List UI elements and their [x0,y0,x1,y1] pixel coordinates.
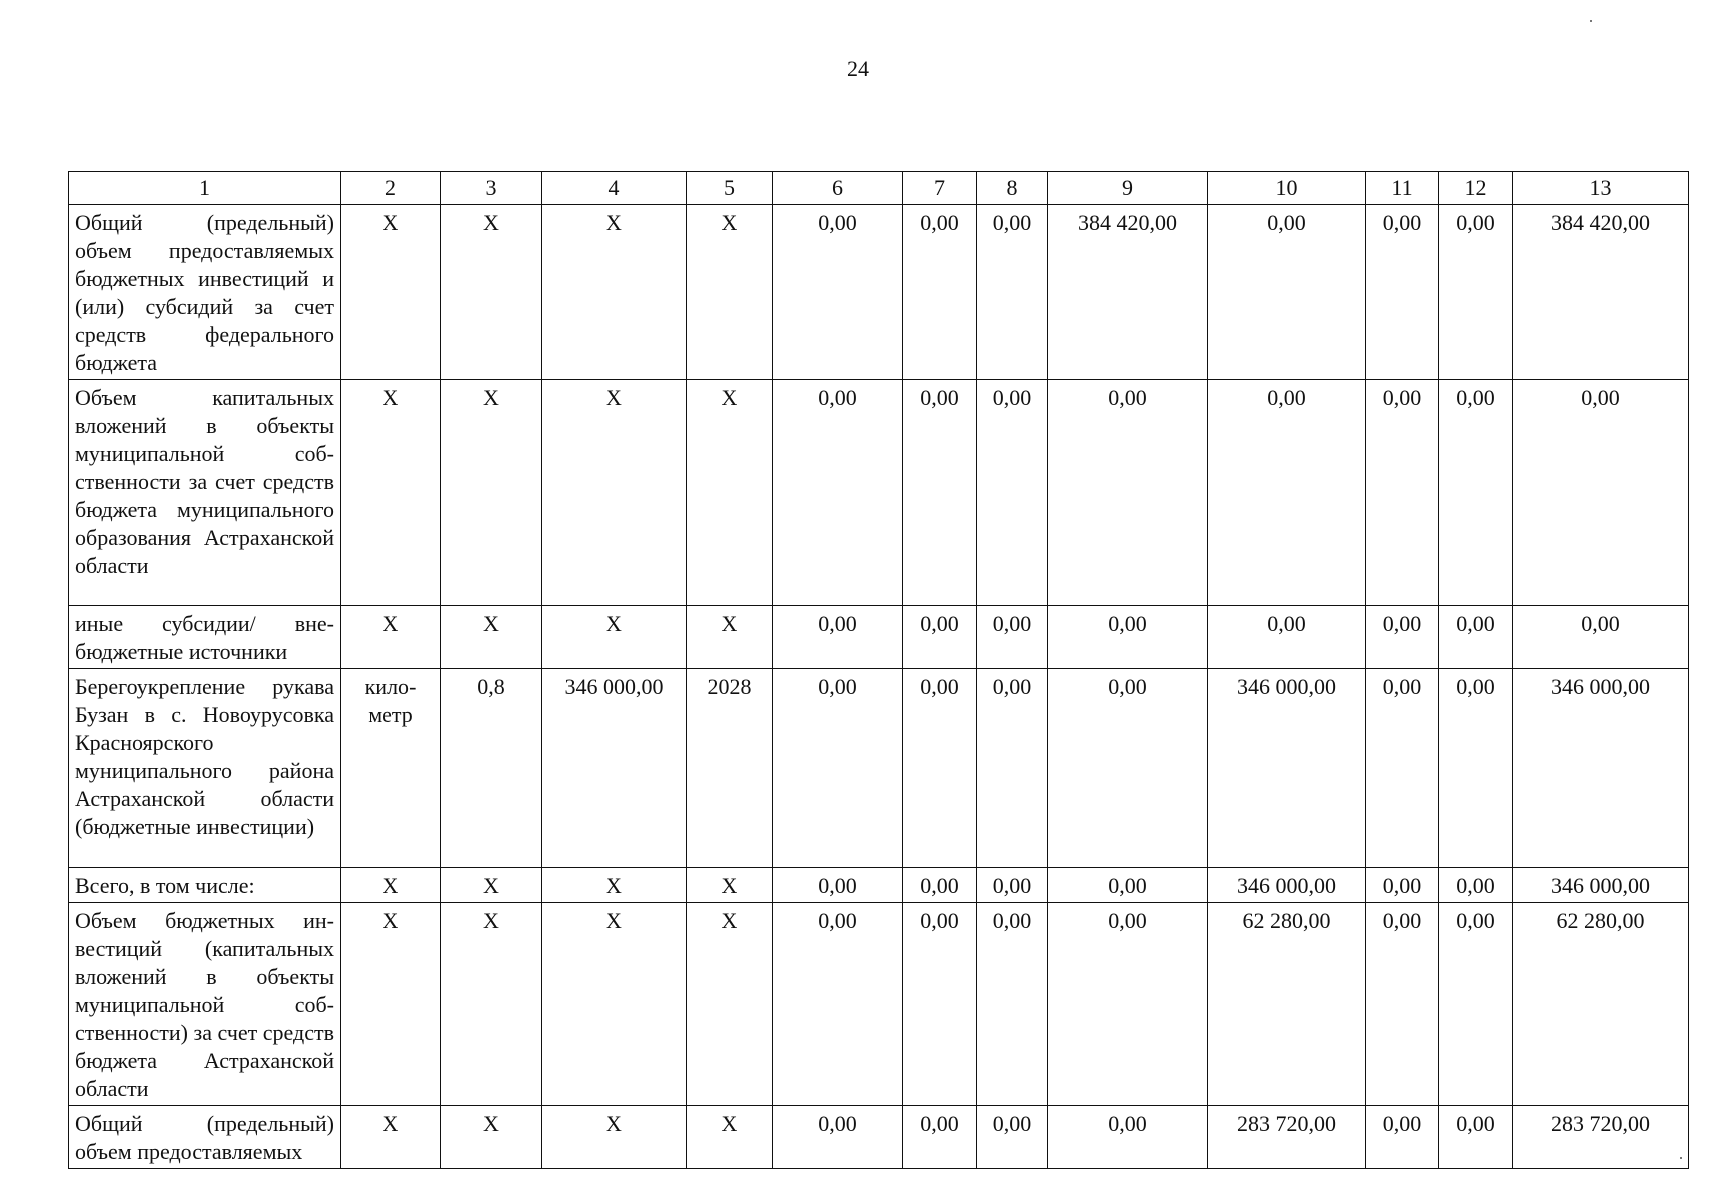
table-cell: 0,00 [1048,606,1208,669]
table-cell: 0,00 [977,669,1048,868]
table-cell: X [341,606,441,669]
table-cell: 0,00 [1439,205,1513,380]
table-cell: X [441,868,542,903]
column-header: 9 [1048,172,1208,205]
table-cell: X [687,903,773,1106]
row-name-cell: Общий (предельный) объем предоставляемых [69,1106,341,1169]
table-cell: X [341,205,441,380]
table-cell: 0,8 [441,669,542,868]
table-cell: 0,00 [1366,868,1439,903]
table-cell: X [341,868,441,903]
column-header: 6 [773,172,903,205]
table-row-total [69,868,1689,903]
table-cell: 0,00 [773,868,903,903]
table-row [69,669,1689,868]
page-number: 24 [847,56,869,81]
table-cell: 0,00 [1048,669,1208,868]
table-cell: 0,00 [903,606,977,669]
column-number-header-row [69,172,1689,205]
table-cell: 0,00 [1048,868,1208,903]
row-name-cell: Общий (предельный) объем предоставляемых бюджетных инвестиций и (или) субсидий за счет средств федерального бюджета [69,205,341,380]
table-cell: X [341,380,441,606]
column-header: 11 [1366,172,1439,205]
column-header: 3 [441,172,542,205]
table-cell: 0,00 [773,903,903,1106]
table-cell: 0,00 [1439,903,1513,1106]
column-header: 5 [687,172,773,205]
table-cell: 62 280,00 [1208,903,1366,1106]
row-name-cell: Объем капитальных вложений в объекты муниципальной собственности за счет средств бюджета муниципального образования Астраханской области [69,380,341,606]
scan-artifact-dot [1680,1157,1682,1159]
table-cell: X [542,903,687,1106]
table-row [69,380,1689,606]
table-cell: 0,00 [903,903,977,1106]
column-header: 12 [1439,172,1513,205]
table-cell: 0,00 [1208,380,1366,606]
table-cell: X [341,903,441,1106]
table-cell: 0,00 [1513,606,1689,669]
table-cell: 0,00 [977,205,1048,380]
column-header: 4 [542,172,687,205]
table-cell: 0,00 [977,606,1048,669]
table-cell: 0,00 [1208,606,1366,669]
table-cell: X [687,380,773,606]
column-header: 10 [1208,172,1366,205]
column-header: 1 [69,172,341,205]
table-cell: 346 000,00 [1513,868,1689,903]
row-name-cell: Берегоукрепление рукава Бузан в с. Новоурусовка Красноярского муниципального района Астраханской области (бюджетные инвестиции) [69,669,341,868]
table-cell: 2028 [687,669,773,868]
table-cell: X [441,903,542,1106]
table-cell: X [542,380,687,606]
table-cell: 0,00 [977,903,1048,1106]
table-cell: 0,00 [1048,1106,1208,1169]
table-cell: X [441,606,542,669]
table-cell: 0,00 [903,669,977,868]
table-cell: 0,00 [773,669,903,868]
table-cell: X [687,1106,773,1169]
table-cell: X [441,205,542,380]
table-cell: 384 420,00 [1048,205,1208,380]
row-name-cell: иные субсидии/ внебюджетные источники [69,606,341,669]
table-cell: 0,00 [1366,606,1439,669]
column-header: 8 [977,172,1048,205]
table-cell: 0,00 [903,205,977,380]
table-cell: X [542,606,687,669]
table-cell: X [542,1106,687,1169]
table-cell: 0,00 [1439,606,1513,669]
table-cell: 0,00 [1366,1106,1439,1169]
table-cell: 0,00 [1366,903,1439,1106]
table-cell: 62 280,00 [1513,903,1689,1106]
column-header: 13 [1513,172,1689,205]
table-cell: X [687,606,773,669]
table-cell: 0,00 [1439,380,1513,606]
table-cell: 0,00 [1366,669,1439,868]
table-cell: 0,00 [773,606,903,669]
investment-table [68,171,1689,1169]
table-cell: 0,00 [977,1106,1048,1169]
table-cell: 0,00 [1513,380,1689,606]
table-cell: 283 720,00 [1208,1106,1366,1169]
table-cell: километр [341,669,441,868]
table-row [69,1106,1689,1169]
table-cell: 0,00 [1208,205,1366,380]
table-row [69,606,1689,669]
table-cell: 0,00 [1439,669,1513,868]
table-cell: X [341,1106,441,1169]
table-cell: 0,00 [903,868,977,903]
row-name-cell: Объем бюджетных инвестиций (капитальных вложений в объекты муниципальной собственности) за счет средств бюджета Астраханской области [69,903,341,1106]
table-cell: 283 720,00 [1513,1106,1689,1169]
table-cell: 346 000,00 [1208,669,1366,868]
table-cell: 0,00 [1048,380,1208,606]
table-cell: 0,00 [773,380,903,606]
table-row [69,205,1689,380]
table-cell: 0,00 [1048,903,1208,1106]
table-cell: 0,00 [1366,205,1439,380]
table-cell: X [542,205,687,380]
table-cell: 384 420,00 [1513,205,1689,380]
table-cell: X [441,380,542,606]
table-row [69,903,1689,1106]
table-cell: 0,00 [977,868,1048,903]
table-cell: 0,00 [773,1106,903,1169]
table-cell: 0,00 [977,380,1048,606]
table-cell: 0,00 [1439,1106,1513,1169]
table-cell: 0,00 [1439,868,1513,903]
table-cell: 0,00 [773,205,903,380]
table-cell: X [687,205,773,380]
table-cell: X [441,1106,542,1169]
table-cell: 346 000,00 [542,669,687,868]
scan-artifact-dot [1590,20,1592,22]
table-cell: 346 000,00 [1208,868,1366,903]
table-cell: X [687,868,773,903]
table-cell: 0,00 [903,380,977,606]
table-cell: 0,00 [1366,380,1439,606]
table-cell: X [542,868,687,903]
column-header: 7 [903,172,977,205]
row-name-cell: Всего, в том числе: [69,868,341,903]
table-cell: 346 000,00 [1513,669,1689,868]
column-header: 2 [341,172,441,205]
table-cell: 0,00 [903,1106,977,1169]
